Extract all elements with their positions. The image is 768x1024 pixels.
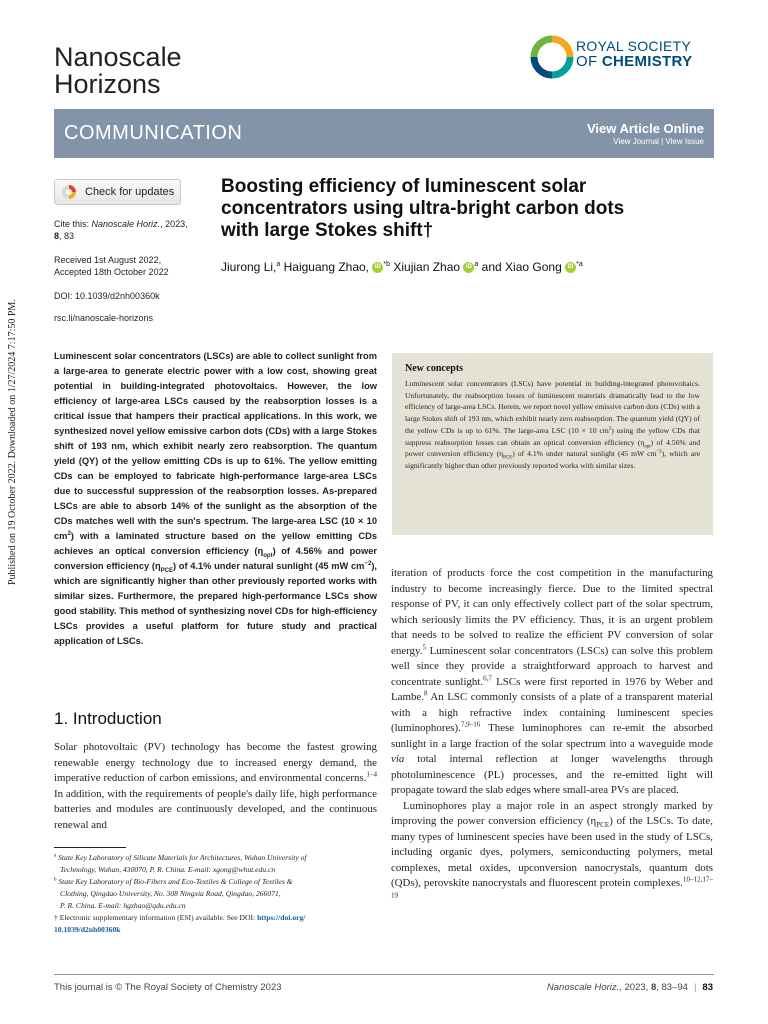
intro-column-2: iteration of products force the cost competition in the manufacturing industry to become increasingly fierce. Due to the limited spectral response of PV, it can only effectively collect part of the solar spectrum, which seriously limits the PV efficiency. Thus, it is an urgent problem that needs to be solved to realize the efficient PV conversion of solar energy.$^5$ Luminescent solar concentrators (LSCs) can solve this problem well since they provide a straightforward approach to harvest and concentrate sunlight.$^{6,7}$ LSCs were first reported in 1976 by Weber and Lambe.$^8$ An LSC commonly consists of a plate of a transparent material with a high refractive index containing luminescent species (luminophores).$^{7,9-16}$ These luminophores can re-emit the absorbed sunlight in a large fraction of the solar spectrum into a waveguide mode via total internal reflection at longer wavelengths through photoluminescence (PL) processes, and the re-emitted light will propagate toward the slab edges where small-area PVs are placed. Luminophores play a major role in an aspect strongly marked by improving the power conversion efficiency $(\eta_{PCE})$ of the LSCs. To date, many types of luminescent species have been used in the study of LSCs, including organic dyes, polymers, semiconducting polymers, metal complexes, metal oxides, upconversion nanocrystals, quantum dots (QDs), perovskite nanocrystals and fluorescent protein complexes.$^{10-12,17-19}$ <box>391 567 713 899</box>
publisher-line1: ROYAL SOCIETY <box>576 38 692 54</box>
citation-ref[interactable]: 8 <box>423 689 428 698</box>
citation-ref[interactable]: 6,7 <box>483 673 492 682</box>
footer-divider <box>54 974 714 975</box>
page-number: 83 <box>702 982 713 993</box>
citation-ref[interactable]: 5 <box>422 642 426 651</box>
footer-copyright: This journal is © The Royal Society of Chemistry 2023 <box>54 982 282 993</box>
orcid-icon[interactable]: iD <box>372 262 383 273</box>
orcid-icon[interactable]: iD <box>463 262 474 273</box>
footnote-divider <box>54 847 126 848</box>
journal-title[interactable] <box>54 44 182 98</box>
affiliation-a: $^a$ State Key Laboratory of Silicate Materials for Architectures, Wuhan University of <box>54 853 307 862</box>
publisher-line2-prefix: OF <box>576 53 598 70</box>
rsc-logo[interactable] <box>530 27 720 89</box>
journal-title-line1: Nanoscale <box>54 42 182 72</box>
intro-column-1: Solar photovoltaic (PV) technology has become the fastest growing renewable energy technology due to increased energy demand, the imperative reduction of carbon emissions, and environmental concerns.$^{1-4}$ In addition, with the requirements of people's daily life, high performance batteries and modules are continuously developed, and the continuous renewal and <box>54 741 377 831</box>
footnotes: $^a$ State Key Laboratory of Silicate Materials for Architectures, Wuhan University of Technology, Wuhan, 430070, P. R. China. E-mail: xgong@whut.edu.cn $^b$ State Key Laboratory of Bio-Fibers and Eco-Textiles & College of Textiles & Clothing, Qingdao University, No. 308 Ningxia Road, Qingdao, 266071, P. R. China. E-mail: hgzhao@qdu.edu.cn † Electronic supplementary information (ESI) available. See DOI: https://doi.org/ 10.1039/d2nh00360k <box>54 852 377 936</box>
check-for-updates-label: Check for updates <box>85 186 175 198</box>
new-concepts-text: Luminescent solar concentrators (LSCs) have potential in building-integrated photovoltaics. Unfortunately, the reabsorption losses of luminescent materials dramatically lead to the low efficiency of large-area LSCs. Herein, we report novel yellow emissive carbon dots (CDs) with a large Stokes shift of 193 nm, which exhibit nearly zero reabsorption. The quantum yield (QY) of the yellow CDs is up to 61%. The large-area LSC (10 × 10 $cm^2$) using the yellow CDs that suppress reabsorption losses can obtain an optical conversion efficiency $(\eta_{opt})$ of 4.56% and power conversion efficiency $(\eta_{PCE})$ of 4.1% under natural sunlight (45 mW $cm^{-2}$), which are significantly higher than other previously reported works with similar sizes. <box>405 379 700 470</box>
dates <box>54 254 169 278</box>
citation-ref[interactable]: 7,9–16 <box>460 720 481 729</box>
esi-doi-link-cont[interactable]: 10.1039/d2nh00360k <box>54 925 121 934</box>
article-type-label: COMMUNICATION <box>64 122 243 144</box>
affiliation-b: $^b$ State Key Laboratory of Bio-Fibers and Eco-Textiles & College of Textiles & <box>54 877 293 886</box>
journal-title-line2: Horizons <box>54 69 161 99</box>
publisher-line2-bold: CHEMISTRY <box>601 53 693 70</box>
section-heading-introduction: 1. Introduction <box>54 709 162 728</box>
doi[interactable]: DOI: 10.1039/d2nh00360k <box>54 291 160 301</box>
view-article-online-link[interactable]: View Article Online <box>586 121 704 136</box>
rsc-emblem-icon <box>530 35 574 79</box>
author-list: Jiurong Li,$^a$ Haiguang Zhao, iD $^{*b}$ Xiujian Zhao iD $^a$ and Xiao Gong iD $^{*a}$ <box>221 260 583 274</box>
new-concepts-heading: New concepts <box>405 363 464 374</box>
footer-citation: Nanoscale Horiz., 2023, 8, 83–94 | 83 <box>546 982 713 993</box>
new-concepts-box <box>392 353 713 535</box>
view-journal-issue-links[interactable]: View Journal | View Issue <box>613 137 704 146</box>
abstract: Luminescent solar concentrators (LSCs) are able to collect sunlight from a large-area to generate electric power with a low cost, showing great potential in building-integrated photovoltaics. However, the low efficiency of large-area LSCs caused by the reabsorption losses is a critical issue that hampers their practical applications. In this work, we synthesized novel yellow emissive carbon dots (CDs) with a large Stokes shift of 193 nm, which exhibit nearly zero reabsorption. The quantum yield (QY) of the yellow emitting CDs is up to 61%. The yellow emitting CDs can be employed to fabricate high-performance large-area LSCs due to successful suppression of the reabsorption losses. As-prepared LSCs are able to absorb 14% of the sunlight as the absorption of the CDs matches well with the sun's spectrum. The large-area LSC (10 × 10 $cm^2$) with a laminated structure based on the yellow emitting CDs achieves an optical conversion efficiency $(\eta_{opt})$ of 4.56% and power conversion efficiency $(\eta_{PCE})$ of 4.1% under natural sunlight (45 mW $cm^{-2}$), which are significantly higher than other previously reported works with similar sizes. Furthermore, the prepared high-performance LSCs show good stability. This method of synthesizing novel CDs for high-efficiency LSCs provides a useful platform for future study and practical application of LSCs. <box>54 351 377 646</box>
check-for-updates-button[interactable] <box>54 179 181 205</box>
esi-doi-link[interactable]: https://doi.org/ <box>257 913 306 922</box>
article-title: Boosting efficiency of luminescent solar concentrators using ultra-bright carbon dots with large Stokes shift† <box>221 176 625 241</box>
citation-ref[interactable]: 10–12,17–19 <box>391 875 713 899</box>
esi-note: † Electronic supplementary information (ESI) available. See DOI: https://doi.org/ <box>54 913 306 922</box>
journal-site-link[interactable]: rsc.li/nanoscale-horizons <box>54 313 154 323</box>
accepted-date: Accepted 18th October 2022 <box>54 267 169 277</box>
citation-ref[interactable]: 1–4 <box>366 770 377 779</box>
crossmark-icon <box>62 185 76 199</box>
citation: Cite this: Nanoscale Horiz., 2023, 8, 83 <box>54 219 188 241</box>
orcid-icon[interactable]: iD <box>565 262 576 273</box>
received-date: Received 1st August 2022, <box>54 255 162 265</box>
article-type-banner <box>54 109 714 158</box>
